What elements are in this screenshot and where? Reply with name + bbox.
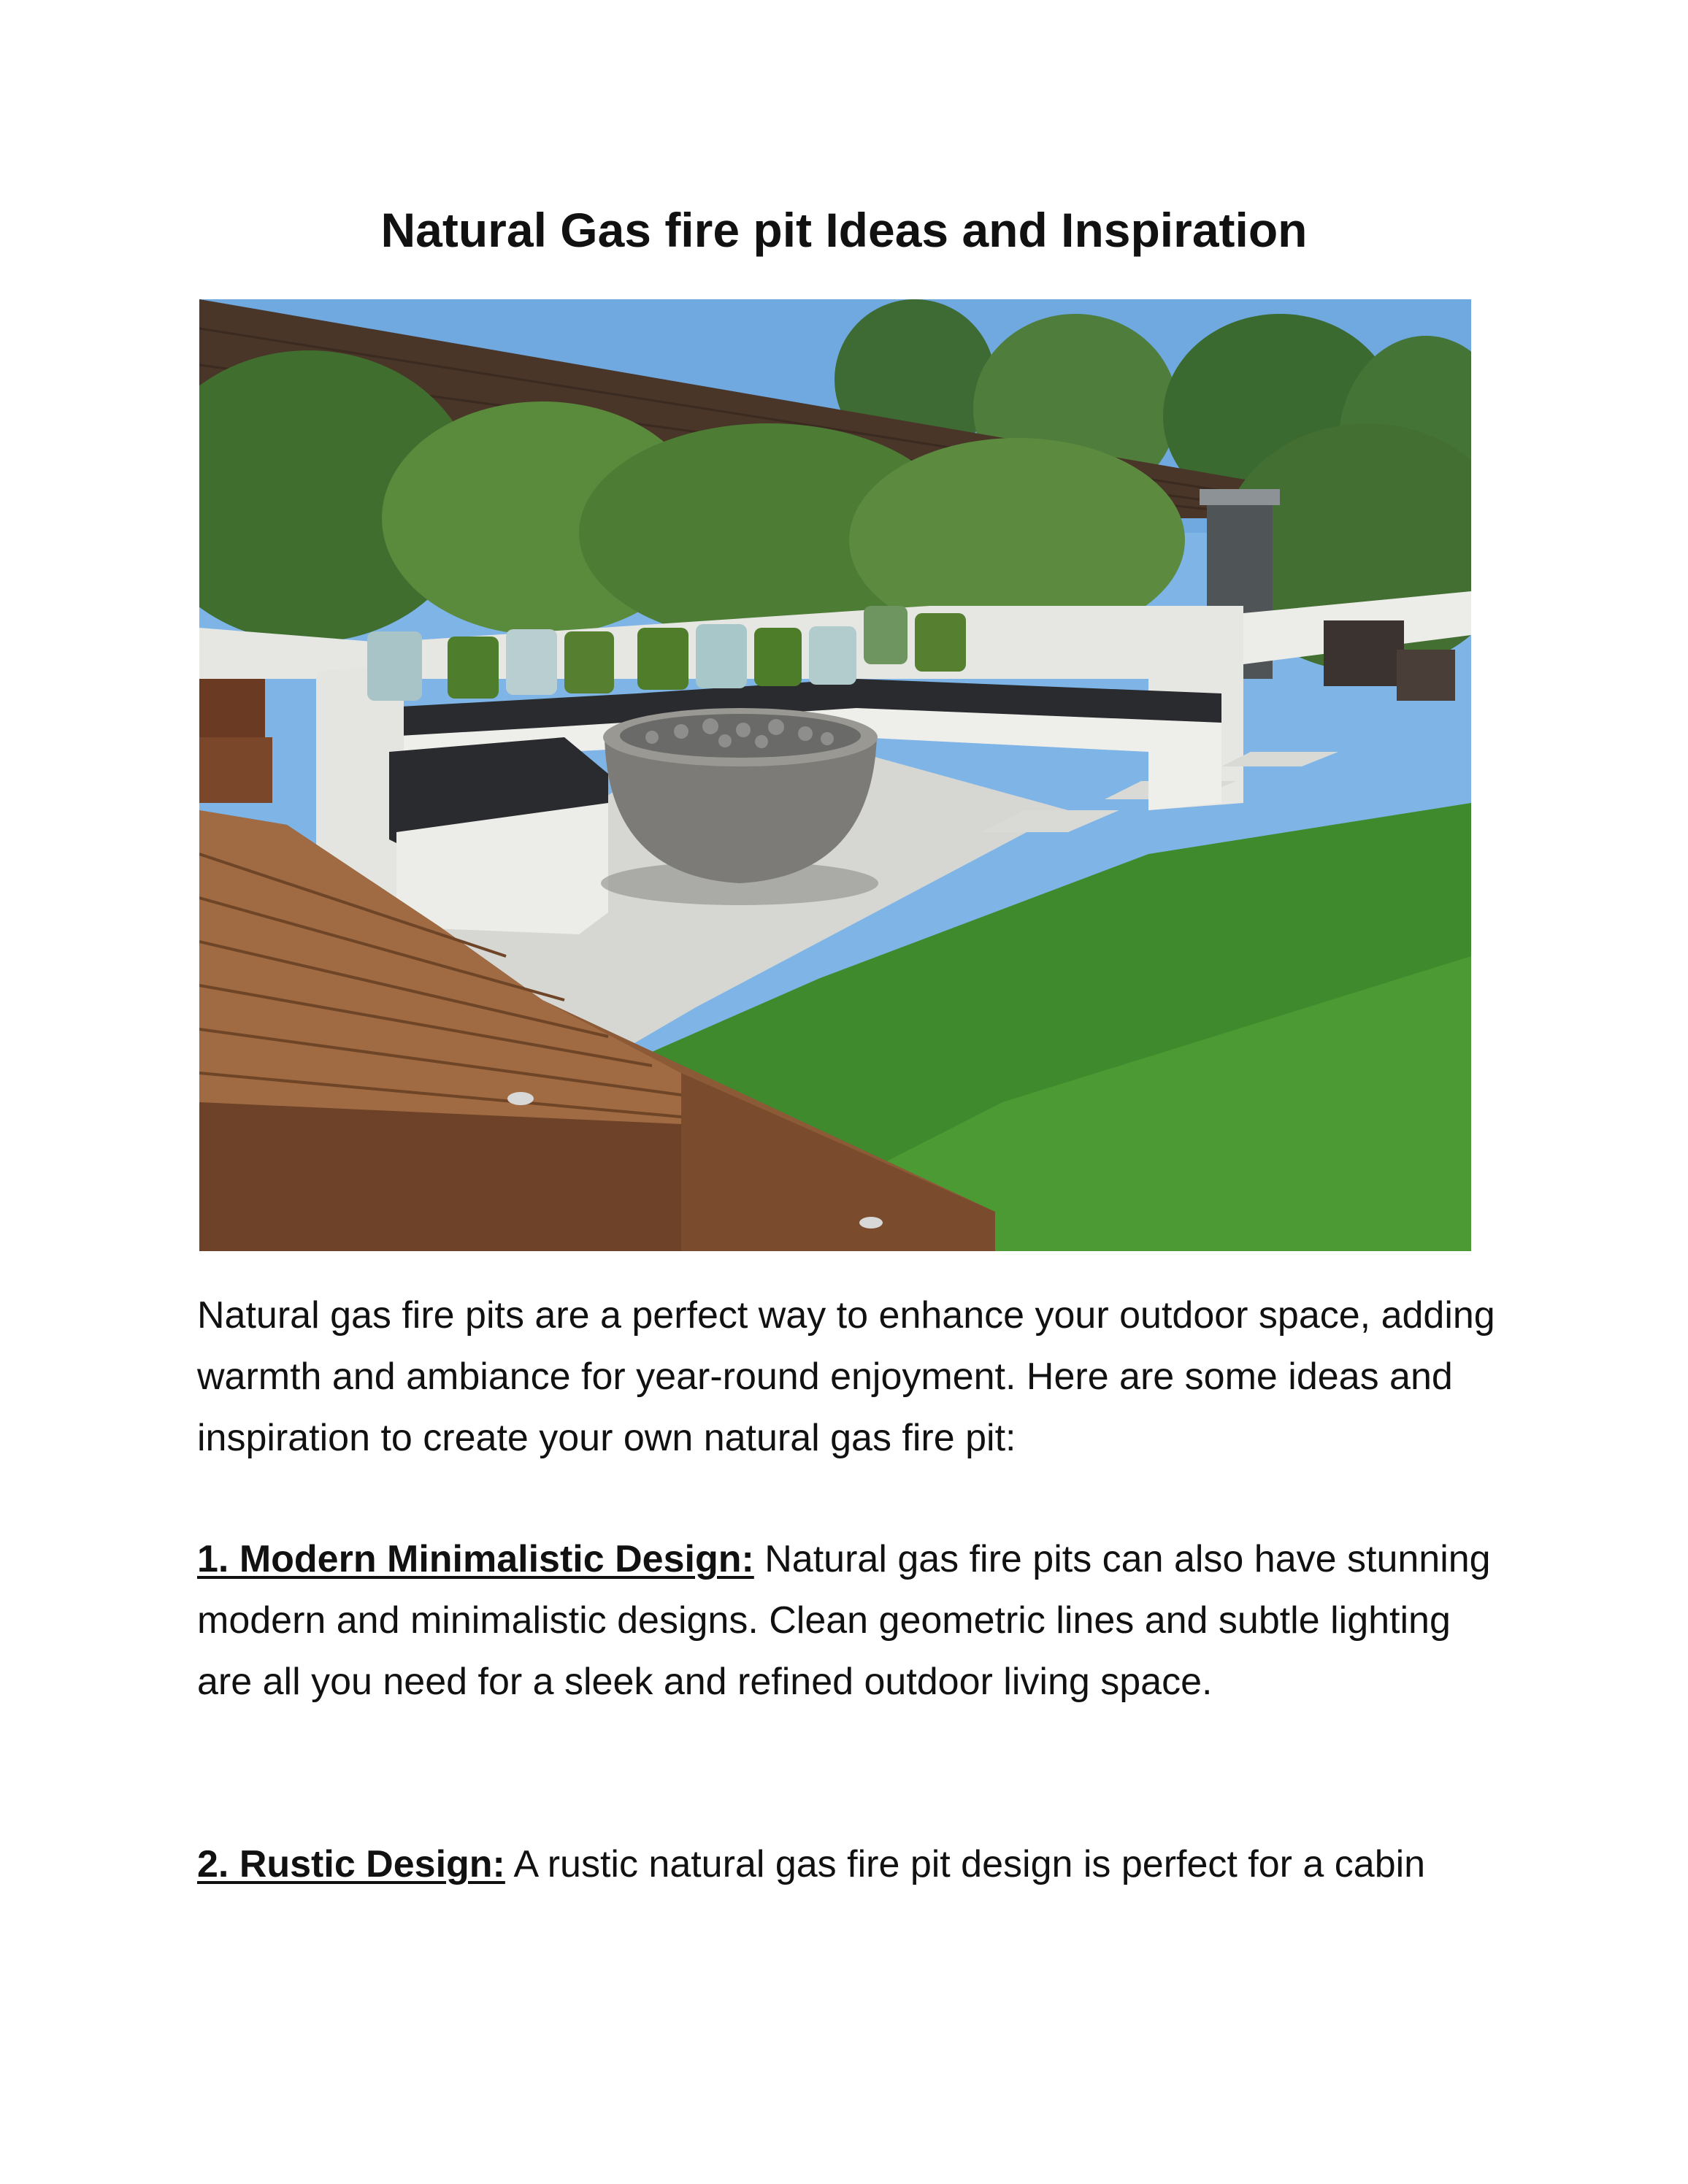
page-title: Natural Gas fire pit Ideas and Inspiration	[380, 203, 1308, 257]
section-heading: 2. Rustic Design:	[197, 1843, 505, 1885]
section-text: A rustic natural gas fire pit design is perfect for a cabin	[513, 1843, 1426, 1885]
section-rustic	[197, 1834, 1497, 1895]
section-modern-minimalistic	[197, 1529, 1497, 1712]
section-text: Natural gas fire pits can also have stunning modern and minimalistic designs. Clean geometric lines and subtle lighting are all you need for a sleek and refined outdoor living space.	[197, 1538, 1491, 1703]
fire-pit-patio-photo	[199, 299, 1471, 1251]
intro-paragraph: Natural gas fire pits are a perfect way to enhance your outdoor space, adding warmth and ambiance for year-round enjoyment. Here are some ideas and inspiration to create your own natural gas fire pit:	[197, 1294, 1495, 1459]
section-heading: 1. Modern Minimalistic Design:	[197, 1538, 754, 1580]
